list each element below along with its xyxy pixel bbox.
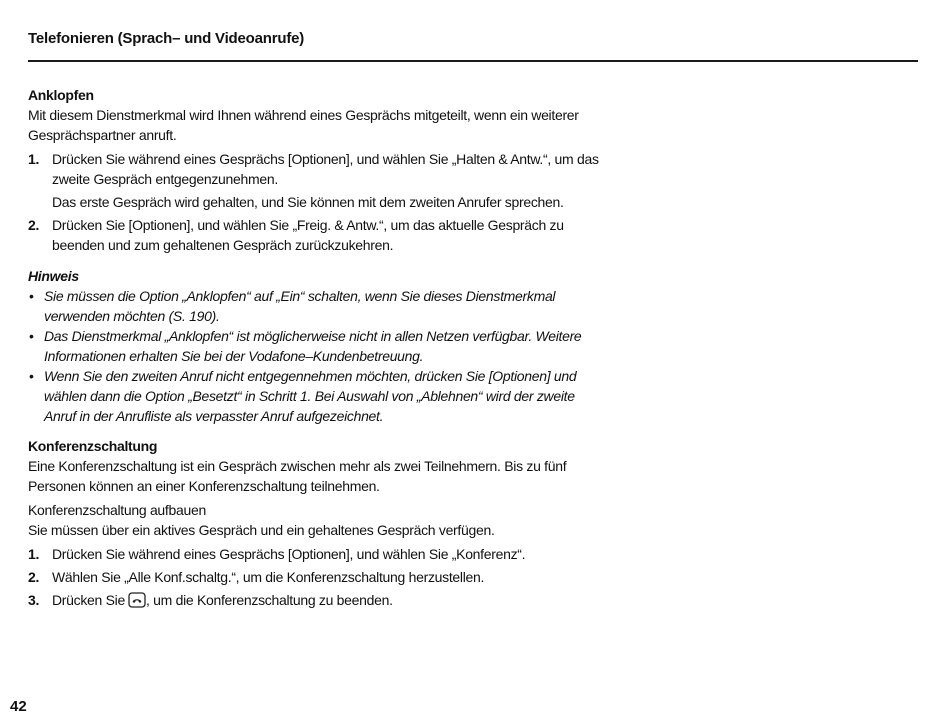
end-call-icon [128,592,146,613]
step-number: 1. [28,546,40,562]
note-item [28,326,600,366]
hinweis-list [28,286,600,426]
page-content [28,85,600,616]
step-number: 3. [28,592,40,608]
step-text: Drücken Sie während eines Gesprächs [Optionen], und wählen Sie „Konferenz“. [52,546,526,562]
note-item [28,286,600,326]
step-number: 1. [28,151,40,167]
bullet-icon: • [29,328,34,344]
step-number: 2. [28,569,40,585]
bullet-icon: • [29,368,34,384]
section-hinweis [28,266,600,426]
step-text: Drücken Sie während eines Gesprächs [Optionen], und wählen Sie „Halten & Antw.“, um das zweite Gespräch entgegenzunehmen. [52,151,599,187]
step-number: 2. [28,217,40,233]
note-text: Das Dienstmerkmal „Anklopfen“ ist möglicherweise nicht in allen Netzen verfügbar. Weitere Informationen erhalten Sie bei der Vodafone–Kundenbetreuung. [44,328,582,364]
page-number: 42 [10,698,27,715]
note-text: Wenn Sie den zweiten Anruf nicht entgegennehmen möchten, drücken Sie [Optionen] und wählen dann die Option „Besetzt“ in Schritt 1. Bei Auswahl von „Ablehnen“ wird der zweite Anruf in der Anrufliste als verpasster Anruf aufgezeichnet. [44,368,577,424]
step-item [28,149,600,212]
section-title-konferenz: Konferenzschaltung [28,438,158,454]
anklopfen-steps [28,149,600,255]
step-text-before: Drücken Sie [52,592,125,608]
konferenz-subintro: Sie müssen über ein aktives Gespräch und ein gehaltenes Gespräch verfügen. [28,522,495,538]
hinweis-title: Hinweis [28,268,79,284]
konferenz-subheading: Konferenzschaltung aufbauen [28,502,206,518]
konferenz-steps [28,544,600,613]
step-item [28,567,600,587]
step-text-after: , um die Konferenzschaltung zu beenden. [145,592,393,608]
step-item [28,215,600,255]
note-text: Sie müssen die Option „Anklopfen“ auf „Ein“ schalten, wenn Sie dieses Dienstmerkmal verwenden möchten (S. 190). [44,288,556,324]
konferenz-intro: Eine Konferenzschaltung ist ein Gespräch zwischen mehr als zwei Teilnehmern. Bis zu fünf Personen können an einer Konferenzschaltung teilnehmen. [28,458,567,494]
step-item [28,544,600,564]
page-title: Telefonieren (Sprach– und Videoanrufe) [28,30,305,47]
bullet-icon: • [29,288,34,304]
anklopfen-intro: Mit diesem Dienstmerkmal wird Ihnen während eines Gesprächs mitgeteilt, wenn ein weiterer Gesprächspartner anruft. [28,107,579,143]
header-divider [28,60,918,62]
note-item [28,366,600,426]
step-note: Das erste Gespräch wird gehalten, und Sie können mit dem zweiten Anrufer sprechen. [52,194,564,210]
section-anklopfen [28,85,600,255]
section-konferenz [28,436,600,613]
step-text [52,590,600,613]
section-title-anklopfen: Anklopfen [28,87,94,103]
step-item [28,590,600,613]
step-text: Drücken Sie [Optionen], und wählen Sie „Freig. & Antw.“, um das aktuelle Gespräch zu beenden und zum gehaltenen Gespräch zurückzukehren. [52,217,564,253]
step-text: Wählen Sie „Alle Konf.schaltg.“, um die Konferenzschaltung herzustellen. [52,569,485,585]
